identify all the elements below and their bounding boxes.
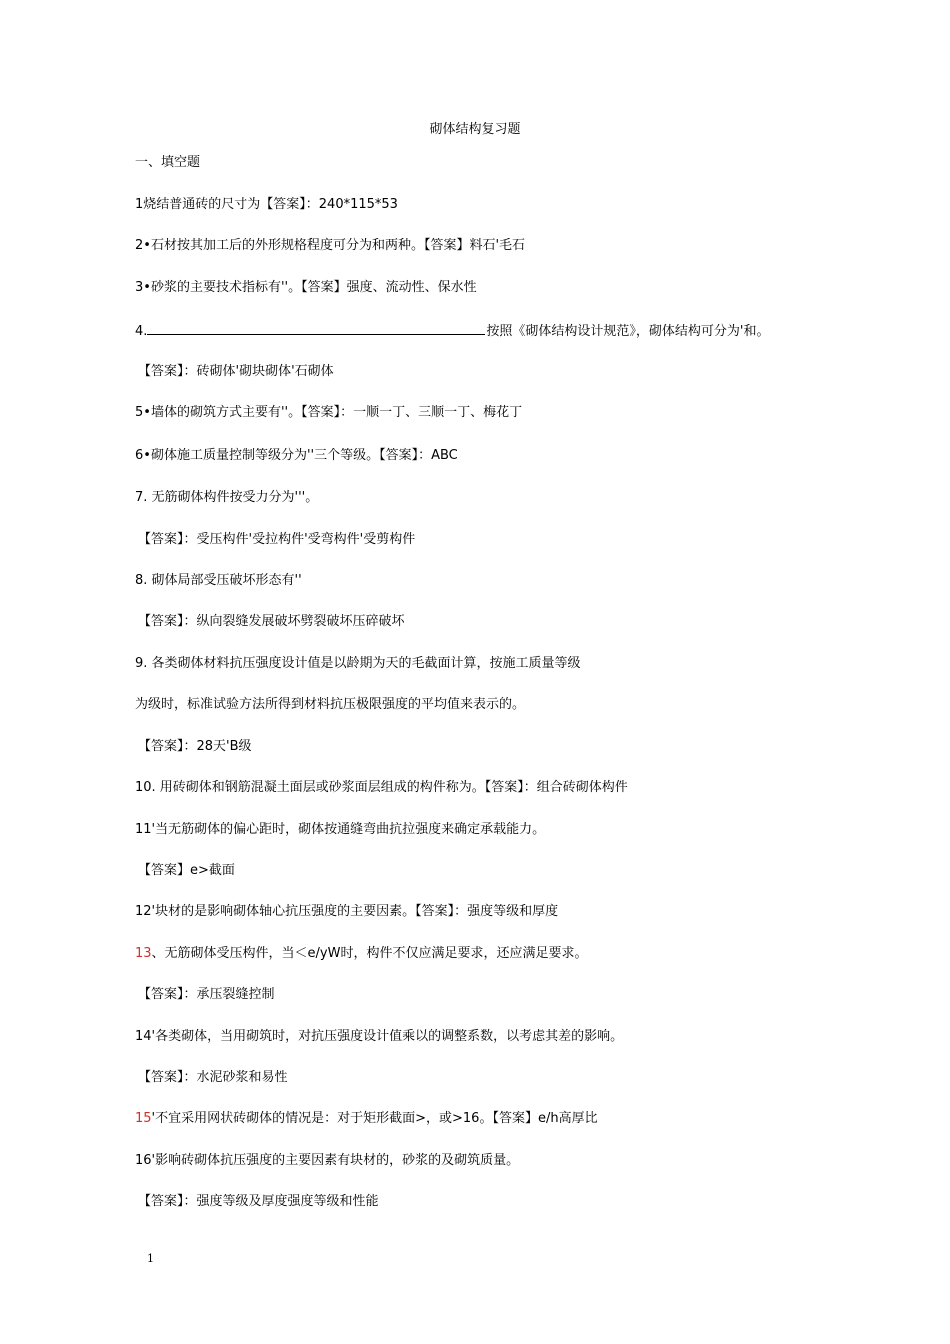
question-line: 11'当无筋砌体的偏心距时，砌体按通缝弯曲抗拉强度来确定承载能力。 <box>135 822 546 837</box>
blank-underline <box>147 320 485 335</box>
question-line: 12'块材的是影响砌体轴心抗压强度的主要因素。【答案】：强度等级和厚度 <box>135 904 559 919</box>
question-text: 按照《砌体结构设计规范》，砌体结构可分为'和。 <box>486 324 770 339</box>
question-text: 、无筋砌体受压构件，当＜e/yW时，构件不仅应满足要求，还应满足要求。 <box>151 946 588 961</box>
answer-line: 【答案】：28天'B级 <box>138 739 252 754</box>
answer-line: 【答案】：纵向裂缝发展破坏劈裂破坏压碎破坏 <box>138 614 405 629</box>
answer-line: 【答案】：承压裂缝控制 <box>138 987 275 1002</box>
question-number: 15 <box>135 1111 152 1126</box>
answer-line: 【答案】e>截面 <box>138 863 235 878</box>
question-line: 1烧结普通砖的尺寸为【答案】：240*115*53 <box>135 197 398 212</box>
question-line: 2•石材按其加工后的外形规格程度可分为和两种。【答案】料石'毛石 <box>135 238 526 253</box>
question-line: 14'各类砌体，当用砌筑时，对抗压强度设计值乘以的调整系数，以考虑其差的影响。 <box>135 1029 624 1044</box>
answer-line: 【答案】：砖砌体'砌块砌体'石砌体 <box>138 364 334 379</box>
question-line: 7. 无筋砌体构件按受力分为'''。 <box>135 490 319 505</box>
question-number: 4. <box>135 324 148 339</box>
question-line: 5•墙体的砌筑方式主要有''。【答案】：一顺一丁、三顺一丁、梅花丁 <box>135 405 523 420</box>
question-line: 6•砌体施工质量控制等级分为''三个等级。【答案】：ABC <box>135 448 458 463</box>
question-line: 10. 用砖砌体和钢筋混凝土面层或砂浆面层组成的构件称为。【答案】：组合砖砌体构件 <box>135 780 628 795</box>
question-line <box>135 1109 598 1129</box>
answer-line: 【答案】：受压构件'受拉构件'受弯构件'受剪构件 <box>138 532 416 547</box>
section-heading: 一、填空题 <box>135 155 201 170</box>
question-text: '不宜采用网状砖砌体的情况是：对于矩形截面>，或>16。【答案】e/h高厚比 <box>151 1111 598 1126</box>
question-line: 为级时，标准试验方法所得到材料抗压极限强度的平均值来表示的。 <box>135 697 526 712</box>
answer-line: 【答案】：水泥砂浆和易性 <box>138 1070 288 1085</box>
question-line: 16'影响砖砌体抗压强度的主要因素有块材的，砂浆的及砌筑质量。 <box>135 1153 520 1168</box>
page-number: 1 <box>147 1252 154 1265</box>
question-line: 3•砂浆的主要技术指标有''。【答案】强度、流动性、保水性 <box>135 280 477 295</box>
question-line <box>135 944 587 964</box>
question-line <box>135 320 769 342</box>
question-number: 13 <box>135 946 152 961</box>
answer-line: 【答案】：强度等级及厚度强度等级和性能 <box>138 1194 379 1209</box>
question-line: 8. 砌体局部受压破坏形态有'' <box>135 573 302 588</box>
document-title: 砌体结构复习题 <box>429 122 521 137</box>
question-line: 9. 各类砌体材料抗压强度设计值是以龄期为天的毛截面计算，按施工质量等级 <box>135 656 581 671</box>
